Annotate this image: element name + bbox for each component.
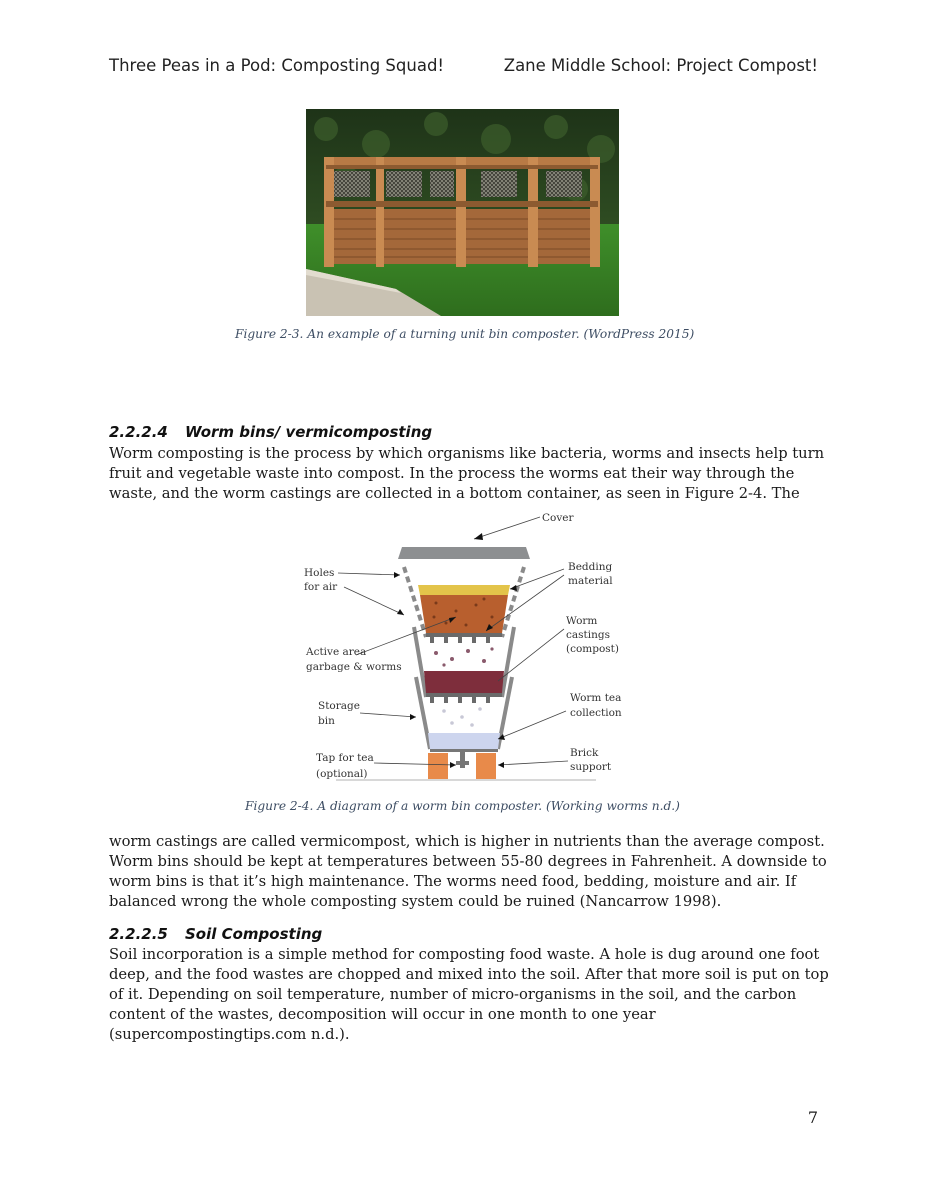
text-line: Worm composting is the process by which organisms like bacteria, worms and insects help turn xyxy=(109,445,825,462)
text-line: fruit and vegetable waste into compost. In the process the worms eat their way through the xyxy=(109,465,795,482)
running-header-left: Three Peas in a Pod: Composting Squad! xyxy=(109,56,445,75)
figure-2-4-caption: Figure 2-4. A diagram of a worm bin composter. (Working worms n.d.) xyxy=(245,799,680,813)
label-active-line1: Active area xyxy=(306,646,367,658)
label-bedding-line1: Bedding xyxy=(568,561,613,573)
section-title: Worm bins/ vermicomposting xyxy=(185,423,433,441)
label-tea-line1: Worm tea xyxy=(570,692,622,704)
text-line: content of the wastes, decomposition will occur in one month to one year xyxy=(109,1006,656,1023)
section-title: Soil Composting xyxy=(185,925,323,943)
turning-unit-bin-composter-photo xyxy=(306,109,619,316)
label-bedding-line2: material xyxy=(568,575,613,587)
worm-paragraph-1 xyxy=(109,444,825,504)
label-castings-line2: castings xyxy=(566,629,610,641)
worm-paragraph-2 xyxy=(109,832,827,912)
section-number: 2.2.2.5 xyxy=(109,925,168,943)
label-holes-line1: Holes xyxy=(304,567,335,579)
running-header-right: Zane Middle School: Project Compost! xyxy=(503,56,818,75)
soil-paragraph xyxy=(109,945,829,1045)
label-cover: Cover xyxy=(542,512,574,524)
label-brick-line2: support xyxy=(570,761,612,773)
text-line: worm bins is that it’s high maintenance. The worms need food, bedding, moisture and air. If xyxy=(109,873,797,890)
text-line: of it. Depending on soil temperature, number of micro-organisms in the soil, and the carbon xyxy=(109,986,797,1003)
label-tap-line2: (optional) xyxy=(316,768,368,780)
text-line: (supercompostingtips.com n.d.). xyxy=(109,1026,350,1043)
text-line: deep, and the food wastes are chopped and mixed into the soil. After that more soil is put on top xyxy=(109,966,829,983)
label-storage-line1: Storage xyxy=(318,700,360,712)
text-line: worm castings are called vermicompost, which is higher in nutrients than the average compost. xyxy=(109,833,825,850)
figure-2-3-caption: Figure 2-3. An example of a turning unit bin composter. (WordPress 2015) xyxy=(235,327,695,341)
worm-bin-composter-diagram xyxy=(296,507,626,792)
text-line: waste, and the worm castings are collected in a bottom container, as seen in Figure 2-4. The xyxy=(109,485,800,502)
label-castings-line3: (compost) xyxy=(566,643,620,655)
label-tap-line1: Tap for tea xyxy=(316,752,374,764)
text-line: balanced wrong the whole composting system could be ruined (Nancarrow 1998). xyxy=(109,893,722,910)
label-holes-line2: for air xyxy=(304,581,338,593)
page-number: 7 xyxy=(807,1108,818,1127)
label-castings-line1: Worm xyxy=(566,615,598,627)
text-line: Soil incorporation is a simple method for composting food waste. A hole is dug around one foot xyxy=(109,946,820,963)
section-heading-worm-bins xyxy=(109,423,432,441)
label-storage-line2: bin xyxy=(318,715,335,727)
text-line: Worm bins should be kept at temperatures between 55-80 degrees in Fahrenheit. A downside to xyxy=(109,853,827,870)
label-active-line2: garbage & worms xyxy=(306,661,402,673)
section-number: 2.2.2.4 xyxy=(109,423,168,441)
label-brick-line1: Brick xyxy=(570,747,599,759)
section-heading-soil-composting xyxy=(109,925,322,943)
label-tea-line2: collection xyxy=(570,707,622,719)
